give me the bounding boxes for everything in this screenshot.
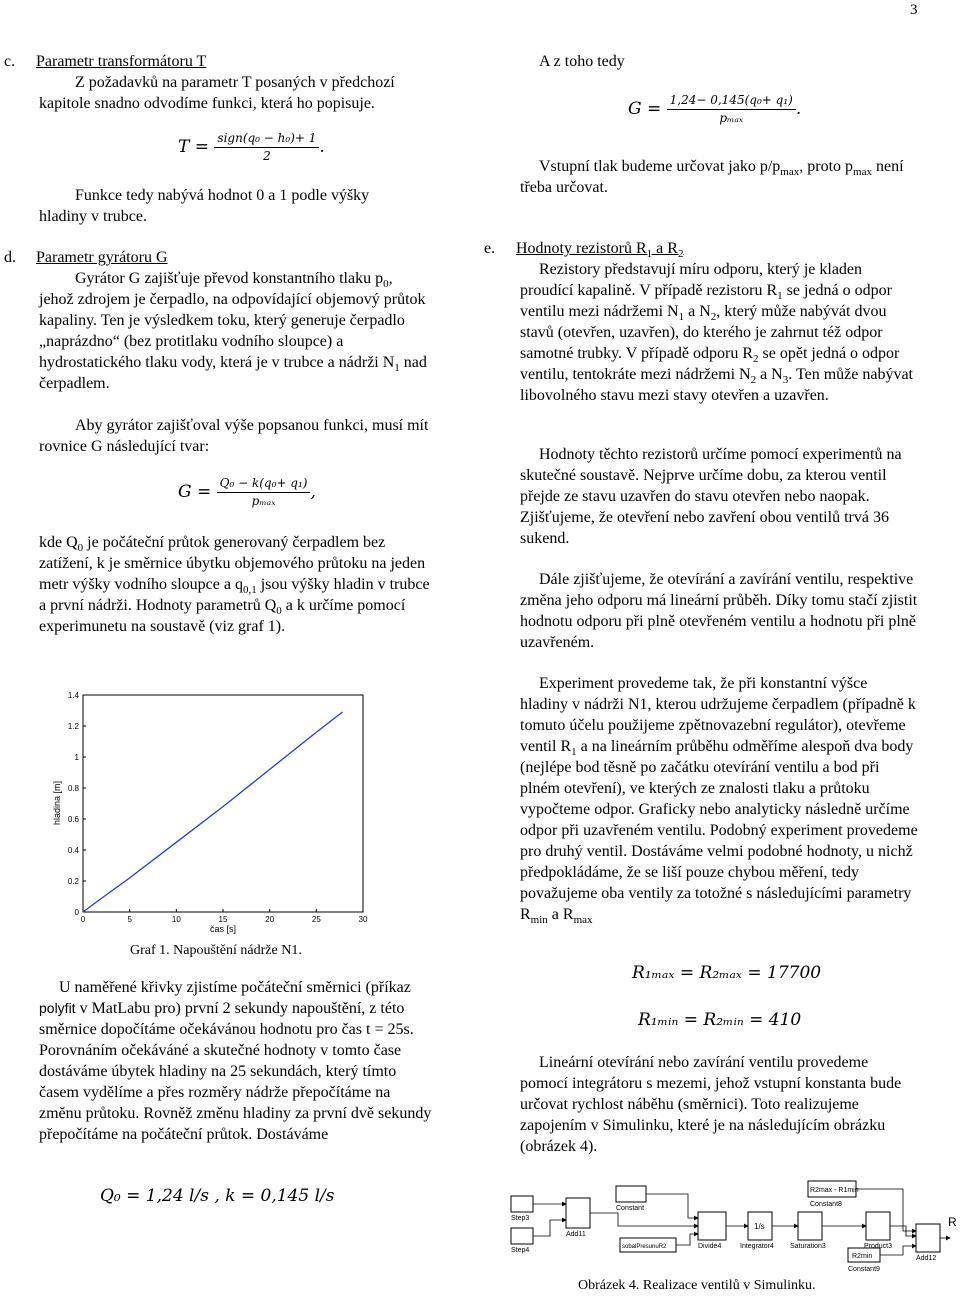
chart-ytick-label: 0.8 <box>67 784 79 793</box>
equation-gn-lhs: G = <box>628 99 662 119</box>
section-e-para2: Hodnoty těchto rezistorů určíme pomocí experimentů na skutečné soustavě. Nejprve určíme dobu, za kterou ventil přejde ze stavu uzavřen do stavu otevřen nebo naopak. Zjišťujeme, že otevření nebo zavření obou ventilů trvá 36 sukend. <box>520 446 902 547</box>
section-d-para3: kde $Q_0$ je počáteční průtok generovaný čerpadlem bez zatížení, k je směrnice úbytku objemového průtoku na jeden metr výšky vodního sloupce a $q_{0,1}$ jsou výšky hladin v trubce a první nádrži. Hodnoty parametrů $Q_0$ a k určíme pomocí experimunetu na soustavě (viz graf 1). <box>39 534 430 635</box>
chart-ytick-label: 1.2 <box>67 722 79 731</box>
section-d-para2: Aby gyrátor zajišťoval výše popsanou funkci, musí mít rovnice G následující tvar: <box>39 417 429 455</box>
chart-ytick-label: 0 <box>74 908 79 917</box>
block-saturation3 <box>798 1212 822 1240</box>
chart-ytick-label: 1.4 <box>67 691 79 700</box>
section-e-heading: Hodnoty rezistorů $R_1$ a $R_2$ <box>516 240 684 261</box>
label-add11: Add11 <box>566 1231 586 1238</box>
chart-ylabel: hladina [m] <box>52 780 62 826</box>
chart-xtick-label: 0 <box>80 915 86 924</box>
label-product3: Product3 <box>864 1243 893 1250</box>
equation-t-denominator: 2 <box>263 149 271 163</box>
chart-xtick-label: 20 <box>265 915 275 924</box>
label-sobal: sobalPresunuR2 <box>622 1244 667 1250</box>
block-add12 <box>916 1224 940 1252</box>
block-add11 <box>566 1198 590 1228</box>
equation-g-tail: , <box>310 482 316 502</box>
label-integrator4: Integrator4 <box>740 1243 774 1250</box>
equation-g-denominator: pₘₐₓ <box>251 494 276 508</box>
chart-xtick-label: 30 <box>358 915 368 924</box>
section-c-para1: Z požadavků na parametr T posaných v předchozí kapitole snadno odvodíme funkci, která ho popisuje. <box>39 74 395 112</box>
equation-gn-tail: . <box>795 99 802 119</box>
chart-xtick-label: 15 <box>218 915 228 924</box>
chart-xtick-label: 10 <box>171 915 181 924</box>
section-d-heading: Parametr gyrátoru G <box>36 249 168 266</box>
page-number: 3 <box>910 2 918 18</box>
label-r2min: R2min <box>852 1253 873 1260</box>
block-constant <box>616 1186 646 1202</box>
graph-caption: Graf 1. Napouštění nádrže N1. <box>130 943 302 958</box>
label-divide4: Divide4 <box>698 1243 722 1250</box>
equation-gn-numerator: 1,24− 0,145(q₀+ q₁) <box>667 93 796 110</box>
equation-t-fraction <box>214 131 319 164</box>
figure-caption: Obrázek 4. Realizace ventilů v Simulinku. <box>578 1278 816 1293</box>
chart-xtick-label: 25 <box>311 915 321 924</box>
equation-rmax: R₁ₘₐₓ = R₂ₘₐₓ = 17700 <box>632 963 822 983</box>
section-e-para4: Experiment provedeme tak, že při konstantní výšce hladiny v nádrži N1, kterou udržujeme čerpadlem (případně k tomuto účelu použijeme zpětnovazební regulátor), otevřeme ventil $R_1$ a na lineárním průběhu odměříme alespoň dva body (nejlépe bod těsně po začátku otevírání ventilu a bod při plném otevření), ve kterých ze znalosti tlaku a průtoku vypočteme odpor. Graficky nebo analyticky následně určíme odpor při uzavřeném ventilu. Podobný experiment provedeme pro druhý ventil. Dostáváme velmi podobné hodnoty, u nichž předpokládáme, že se liší pouze chybou měření, tedy považujeme oba ventily za totožné s následujícími parametry $R_{min}$ a $R_{max}$ <box>520 675 918 927</box>
label-add12: Add12 <box>916 1255 937 1262</box>
chart-ytick-label: 1 <box>74 753 79 762</box>
equation-t-tail: . <box>319 137 325 157</box>
label-saturation3: Saturation3 <box>790 1243 826 1250</box>
label-integrator-symbol: 1/s <box>754 1222 765 1231</box>
block-product3 <box>866 1212 890 1240</box>
level-chart <box>50 685 380 935</box>
chart-xlabel: čas [s] <box>209 924 237 934</box>
chart-plot-area <box>83 695 363 912</box>
section-e-marker: e. <box>484 240 496 257</box>
equation-g-numerator: Q₀ − k(q₀+ q₁) <box>217 476 311 493</box>
equation-t-lhs: T = <box>178 137 209 157</box>
label-constant8: Constant8 <box>810 1201 842 1208</box>
section-d-para1: Gyrátor G zajišťuje převod konstantního tlaku $p_0$, jehož zdrojem je čerpadlo, na odpovídající objemový průtok kapaliny. Ten je výsledkem toku, který generuje čerpadlo „naprázdno“ (bez protitlaku vodního sloupce) a hydrostatického tlaku vody, která je v trubce a nádrži $N_1$ nad čerpadlem. <box>39 270 427 392</box>
left-para-after-chart: U naměřené křivky zjistíme počáteční směrnici (příkaz polyfit v MatLabu pro) první 2 sekundy napouštění, z této směrnice dopočítáme očekávánou hodnotu pro čas t = 25s. Porovnáním očekáváné a skutečné hodnoty v tomto čase dostáváme úbytek hladiny na 25 sekundách, který tímto časem vydělíme a přes rozměry nádrže přepočítáme na změnu průtoku. Rovněž změnu hladiny za první dvě sekundy přepočítáme na počáteční průtok. Dostáváme <box>39 979 432 1143</box>
section-e-para1: Rezistory představují míru odporu, který je kladen proudící kapalině. V případě rezistoru $R_1$ se jedná o odpor ventilu mezi nádržemi $N_1$ a $N_2$, který může nabývát dvou stavů (otevřen, uzavřen), do kterého je zahrnut též odpor samotné trubky. V případě odporu $R_2$ se opět jedná o odpor ventilu, tentokráte mezi nádržemi $N_2$ a $N_3$. Ten může nabývat libovolného stavu mezi stavy otevřen a uzavřen. <box>520 261 913 404</box>
label-step4: Step4 <box>511 1247 530 1254</box>
section-e-para5: Lineární otevírání nebo zavírání ventilu provedeme pomocí integrátoru s mezemi, jehož vstupní konstanta bude určovat rychlost náběhu (směrnici). Toto realizujeme zapojením v Simulinku, které je na následujícím obrázku (obrázek 4). <box>520 1054 902 1155</box>
right-intro: A z toho tedy <box>539 53 625 70</box>
section-c-marker: c. <box>4 53 16 70</box>
equation-t <box>178 131 325 164</box>
equation-g-lhs: G = <box>178 482 212 502</box>
equation-t-numerator: sign(q₀ − h₀)+ 1 <box>214 131 319 148</box>
label-r2max-r1min: R2max - R1min <box>810 1187 859 1194</box>
block-step3 <box>511 1196 533 1212</box>
equation-rmin: R₁ₘᵢₙ = R₂ₘᵢₙ = 410 <box>638 1010 802 1030</box>
section-d-marker: d. <box>4 249 16 266</box>
equation-gn-denominator: pₘₐₓ <box>719 111 744 125</box>
block-step4 <box>511 1228 533 1244</box>
section-c-para2: Funkce tedy nabývá hodnot 0 a 1 podle výšky hladiny v trubce. <box>39 187 370 225</box>
simulink-diagram <box>508 1176 958 1276</box>
equation-final: Q₀ = 1,24 l/s , k = 0,145 l/s <box>100 1186 335 1206</box>
equation-g <box>178 476 316 509</box>
label-constant9: Constant9 <box>848 1266 880 1273</box>
block-divide4 <box>698 1212 726 1240</box>
right-para1: Vstupní tlak budeme určovat jako $p/p_{max}$, proto $p_{max}$ není třeba určovat. <box>520 158 904 196</box>
equation-g-fraction <box>217 476 311 509</box>
label-step3: Step3 <box>511 1215 530 1222</box>
chart-ytick-label: 0.2 <box>67 877 79 886</box>
chart-xtick-label: 5 <box>127 915 132 924</box>
chart-ytick-label: 0.4 <box>67 846 79 855</box>
chart-ytick-label: 0.6 <box>67 815 79 824</box>
label-constant: Constant <box>616 1205 645 1212</box>
equation-g-numeric <box>628 93 801 126</box>
equation-gn-fraction <box>667 93 796 126</box>
section-c-heading: Parametr transformátoru T <box>36 53 207 70</box>
section-e-para3: Dále zjišťujeme, že otevírání a zavírání ventilu, respektive změna jeho odporu má lineární průběh. Díky tomu stačí zjistit hodnotu odporu při plně otevřeném ventilu a hodnotu při plně uzavřeném. <box>520 571 918 651</box>
label-output-r: R <box>948 1215 957 1229</box>
